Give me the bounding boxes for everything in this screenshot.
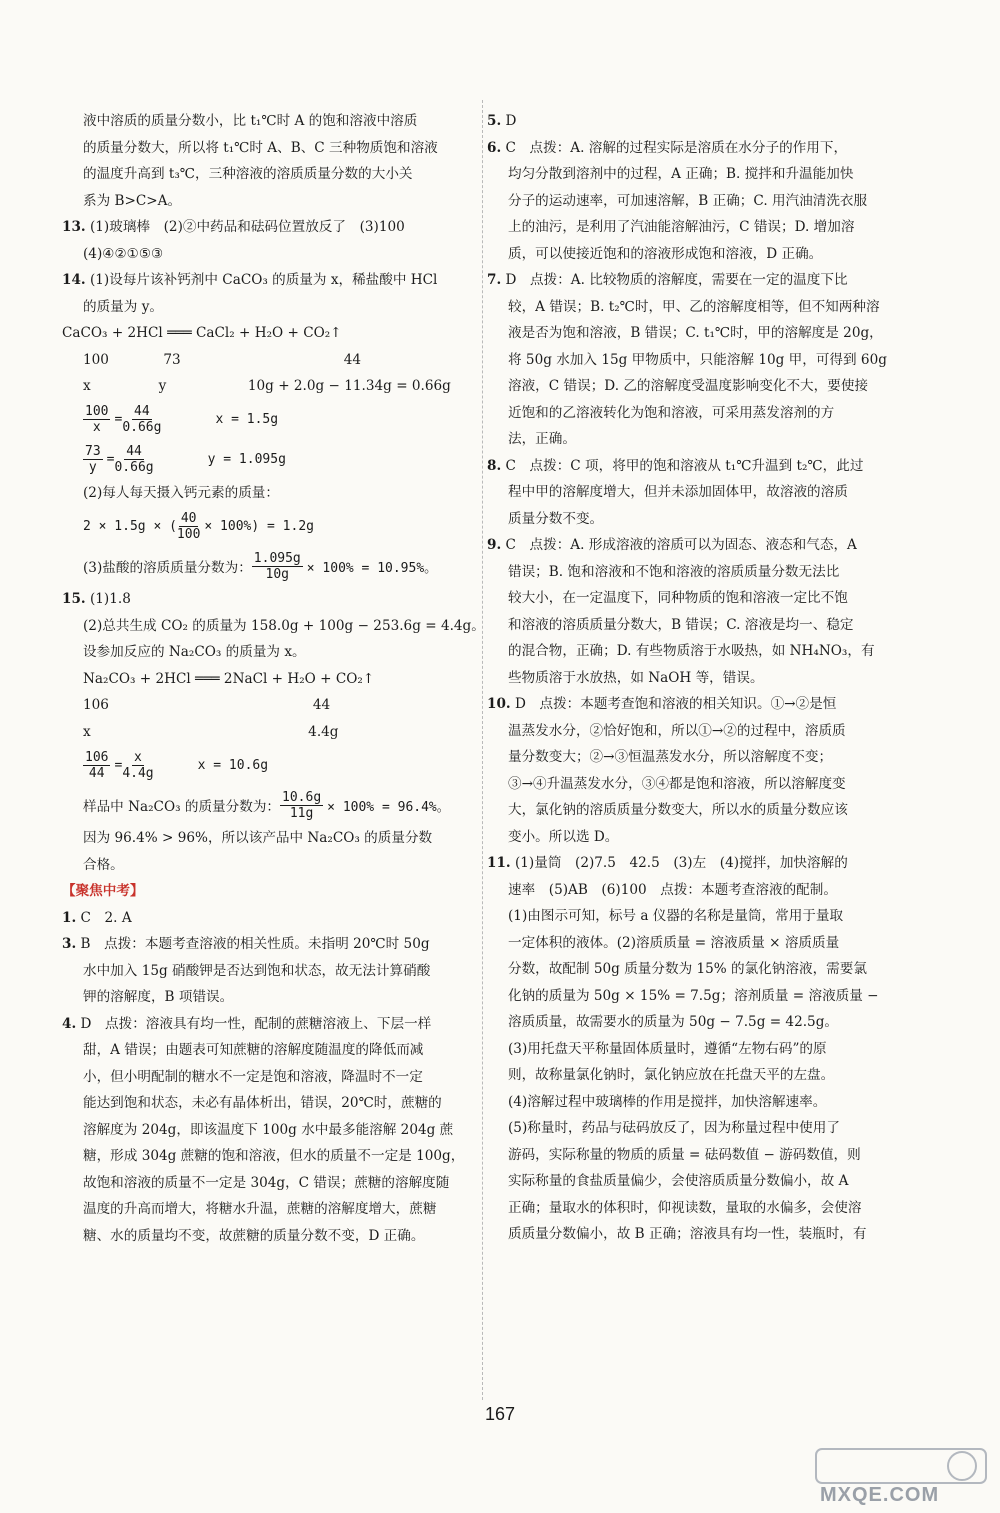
text-line — [62, 1064, 480, 1091]
text-line — [487, 135, 905, 162]
line-text: 上的油污，是利用了汽油能溶解油污，C 错误；D. 增加溶 — [508, 219, 855, 235]
frac-numerator: 73 — [85, 444, 101, 459]
line-text: 些物质溶于水放热，如 NaOH 等，错误。 — [508, 669, 764, 686]
text-line — [62, 161, 480, 188]
frac-denominator: 0.66g — [122, 420, 162, 435]
line-text: 能达到饱和状态，未必有晶体析出，错误，20℃时，蔗糖的 — [83, 1095, 442, 1111]
line-text: (2)总共生成 CO₂ 的质量为 158.0g + 100g − 253.6g = 4.4g。 — [83, 617, 485, 634]
line-text: 化钠的质量为 50g × 15% = 7.5g；溶剂质量 = 溶液质量 − — [508, 987, 879, 1004]
line-text: 合格。 — [83, 856, 124, 873]
line-text: 106 44 — [83, 697, 331, 713]
text-line — [62, 586, 480, 613]
equation-result: y = 1.095g — [207, 452, 286, 467]
text-line — [62, 931, 480, 958]
text-line — [487, 771, 905, 798]
text-line — [487, 294, 905, 321]
text-line — [62, 108, 480, 135]
text-line — [487, 347, 905, 374]
text-line — [487, 585, 905, 612]
equation-result: x = 10.6g — [197, 757, 269, 773]
line-text: (4)④②①⑤③ — [83, 245, 164, 262]
text-line — [62, 214, 480, 241]
line-text: D — [505, 113, 517, 129]
line-text: 系为 B>C>A。 — [83, 192, 182, 209]
text-line — [487, 1062, 905, 1089]
text-line — [487, 850, 905, 877]
question-number: 5. — [487, 113, 502, 129]
line-text: C 点拨：A. 溶解的过程实际是溶质在水分子的作用下， — [505, 139, 848, 156]
line-text: 温度的升高而增大，将糖水升温，蔗糖的溶解度增大，蔗糖 — [83, 1201, 437, 1217]
line-text: 量分数变大；②→③恒温蒸发水分，所以溶解度不变； — [508, 749, 833, 765]
line-text: (1)1.8 — [89, 591, 131, 607]
text-line — [62, 1143, 480, 1170]
question-number: 13. — [62, 219, 86, 235]
frac-denominator: 0.66g — [114, 460, 154, 475]
left-column — [62, 108, 485, 1249]
line-text: 实际称量的食盐质量偏少，会使溶质质量分数偏小，故 A — [508, 1173, 849, 1189]
frac-denominator: 44 — [88, 765, 105, 781]
line-text: x 4.4g — [83, 723, 339, 740]
text-line — [487, 903, 905, 930]
line-text: B 点拨：本题考查溶液的相关性质。未指明 20℃时 50g — [80, 936, 430, 952]
line-text: 糖，形成 304g 蔗糖的饱和溶液，但水的质量不一定是 100g， — [83, 1148, 465, 1164]
line-text: D 点拨：A. 比较物质的溶解度，需要在一定的温度下比 — [505, 272, 848, 288]
text-line — [487, 665, 905, 692]
line-text: 的质量分数大，所以将 t₁℃时 A、B、C 三种物质饱和溶液 — [83, 139, 438, 156]
text-line — [62, 852, 480, 879]
line-text: 的温度升高到 t₃℃，三种溶液的溶质质量分数的大小关 — [83, 166, 413, 182]
line-text: (5)称量时，药品与砝码放反了，因为称量过程中使用了 — [508, 1120, 840, 1136]
text-line — [62, 692, 480, 719]
line-text: 较大小，在一定温度下，同种物质的饱和溶液一定比不饱 — [508, 590, 848, 606]
equation-x — [62, 400, 480, 440]
text-line — [487, 718, 905, 745]
frac-denominator: x — [92, 420, 101, 435]
line-text: 错误；B. 饱和溶液和不饱和溶液的溶质质量分数无法比 — [508, 563, 840, 580]
line-text: 大，氯化钠的溶质质量分数变大，所以水的质量分数应该 — [508, 802, 848, 818]
line-text: (1)设每片该补钙剂中 CaCO₃ 的质量为 x，稀盐酸中 HCl — [89, 272, 438, 288]
line-text: D 点拨：本题考查饱和溶液的相关知识。①→②是恒 — [514, 696, 837, 712]
text-line — [62, 241, 480, 268]
frac-numerator: 44 — [134, 404, 150, 419]
text-line — [487, 214, 905, 241]
line-text: 水中加入 15g 硝酸钾是否达到饱和状态，故无法计算硝酸 — [83, 962, 431, 979]
text-line — [487, 506, 905, 533]
question-number: 15. — [62, 591, 86, 607]
line-text: 质量分数不变。 — [508, 510, 604, 527]
question-number: 9. — [487, 537, 502, 553]
calc-prefix: 2 × 1.5g × ( — [83, 518, 177, 534]
text-line — [62, 639, 480, 666]
line-text: 速率 (5)AB (6)100 点拨：本题考查溶液的配制。 — [508, 881, 837, 898]
text-line — [62, 1037, 480, 1064]
text-line — [62, 1117, 480, 1144]
text-line — [487, 161, 905, 188]
line-text: 甜，A 错误；由题表可知蔗糖的溶解度随温度的降低而减 — [83, 1042, 424, 1058]
line-text: 一定体积的液体。(2)溶质质量 = 溶液质量 × 溶质质量 — [508, 934, 840, 951]
text-line — [62, 294, 480, 321]
line-text: 的质量为 y。 — [83, 298, 163, 315]
text-line — [487, 691, 905, 718]
line-text: 因为 96.4% > 96%，所以该产品中 Na₂CO₃ 的质量分数 — [83, 830, 433, 846]
text-line — [62, 1011, 480, 1038]
frac-denominator: 4.4g — [122, 765, 154, 781]
line-text: 故饱和溶液的质量不一定是 304g，C 错误；蔗糖的溶解度随 — [83, 1174, 450, 1191]
frac-numerator: 10.6g — [282, 789, 322, 805]
text-line — [487, 267, 905, 294]
watermark-logo — [812, 1445, 992, 1509]
line-text: 的混合物，正确；D. 有些物质溶于水吸热，如 NH₄NO₃，有 — [508, 643, 875, 659]
line-text: 游码，实际称量的物质的质量 = 砝码数值 − 游码数值，则 — [508, 1146, 861, 1163]
line-text: 均匀分散到溶剂中的过程，A 正确；B. 搅拌和升温能加快 — [508, 166, 854, 182]
calc-suffix: × 100%) = 1.2g — [204, 518, 314, 534]
line-text: 质，可以使接近饱和的溶液形成饱和溶液，D 正确。 — [508, 245, 823, 262]
line-text: D 点拨：溶液具有均一性，配制的蔗糖溶液上、下层一样 — [80, 1015, 432, 1032]
frac-numerator: 1.095g — [253, 550, 301, 566]
text-line — [487, 241, 905, 268]
text-line — [62, 267, 480, 294]
line-text: ③→④升温蒸发水分，③④都是饱和溶液，所以溶解度变 — [508, 775, 846, 792]
line-text: C 点拨：C 项，将甲的饱和溶液从 t₁℃升温到 t₂℃，此过 — [505, 457, 864, 474]
line-text: CaCO₃ + 2HCl ═══ CaCl₂ + H₂O + CO₂↑ — [62, 325, 342, 341]
text-line — [487, 1009, 905, 1036]
line-text: 设参加反应的 Na₂CO₃ 的质量为 x。 — [83, 644, 306, 660]
text-line — [487, 744, 905, 771]
frac-numerator: 106 — [85, 749, 109, 765]
line-text: 溶解度为 204g，即该温度下 100g 水中最多能溶解 204g 蔗 — [83, 1121, 454, 1138]
sample-equation — [62, 785, 480, 825]
equals-sign: = — [114, 412, 123, 427]
text-line — [487, 1221, 905, 1248]
calc-suffix: × 100% = 10.95%。 — [306, 560, 438, 576]
section-heading: 【聚焦中考】 — [62, 883, 144, 899]
line-text: 则，故称量氯化钠时，氯化钠应放在托盘天平的左盘。 — [508, 1067, 835, 1083]
text-line — [62, 719, 480, 746]
question-number: 3. — [62, 936, 77, 952]
line-text: (2)每人每天摄入钙元素的质量： — [83, 484, 279, 501]
question-number: 1. — [62, 909, 77, 926]
text-line — [62, 320, 480, 347]
text-line — [487, 1142, 905, 1169]
page-number: 167 — [484, 1404, 516, 1424]
line-text: 液中溶质的质量分数小，比 t₁℃时 A 的饱和溶液中溶质 — [83, 113, 418, 129]
line-text: 糖、水的质量均不变，故蔗糖的质量分数不变，D 正确。 — [83, 1227, 425, 1244]
text-line — [487, 612, 905, 639]
text-line — [487, 479, 905, 506]
equation-result: x = 1.5g — [215, 412, 279, 427]
text-line — [62, 373, 480, 400]
text-line — [487, 188, 905, 215]
text-line — [62, 905, 480, 932]
frac-denominator: y — [88, 460, 97, 475]
text-line — [62, 613, 485, 640]
text-line — [62, 1090, 480, 1117]
line-text: 分数，故配制 50g 质量分数为 15% 的氯化钠溶液，需要氯 — [508, 961, 867, 977]
text-line — [62, 1170, 480, 1197]
line-text: 正确；量取水的体积时，仰视读数，量取的水偏多，会使溶 — [508, 1199, 862, 1216]
line-text: (1)由图示可知，标号 a 仪器的名称是量筒，常用于量取 — [508, 908, 844, 924]
text-line — [487, 426, 905, 453]
text-line — [487, 1089, 905, 1116]
equation-na2co3 — [62, 745, 480, 785]
text-line — [62, 347, 480, 374]
text-line — [487, 1036, 905, 1063]
line-text: 液是否为饱和溶液，B 错误；C. t₁℃时，甲的溶解度是 20g， — [508, 325, 883, 341]
text-line — [487, 108, 905, 135]
text-line — [487, 877, 905, 904]
line-text: 和溶液的溶质质量分数大，B 错误；C. 溶液是均一、稳定 — [508, 616, 854, 633]
frac-numerator: 100 — [85, 404, 109, 419]
question-number: 11. — [487, 855, 511, 871]
line-text: (1)量筒 (2)7.5 42.5 (3)左 (4)搅拌，加快溶解的 — [514, 855, 848, 871]
line-text: (3)用托盘天平称量固体质量时，遵循“左物右码”的原 — [508, 1040, 827, 1057]
calcium-equation — [62, 506, 480, 546]
frac-denominator: 11g — [289, 805, 314, 821]
text-line — [62, 825, 480, 852]
question-number: 7. — [487, 272, 502, 288]
line-text: C 2. A — [80, 909, 132, 926]
line-text: Na₂CO₃ + 2HCl ═══ 2NaCl + H₂O + CO₂↑ — [83, 670, 375, 687]
text-line — [487, 373, 905, 400]
text-line — [487, 1115, 905, 1142]
line-text: 法，正确。 — [508, 431, 576, 447]
line-text: 溶质质量，故需要水的质量为 50g − 7.5g = 42.5g。 — [508, 1014, 838, 1030]
text-line — [62, 1223, 480, 1250]
text-line — [487, 1195, 905, 1222]
text-line — [487, 797, 905, 824]
text-line — [487, 320, 905, 347]
line-text: x y 10g + 2.0g − 11.34g = 0.66g — [83, 378, 451, 394]
text-line — [62, 135, 480, 162]
text-line — [62, 958, 480, 985]
line-text: 变小。所以选 D。 — [508, 828, 619, 845]
question-number: 4. — [62, 1015, 77, 1032]
calc-prefix: (3)盐酸的溶质质量分数为： — [83, 560, 252, 576]
line-text: (4)溶解过程中玻璃棒的作用是搅拌，加快溶解速率。 — [508, 1093, 827, 1110]
text-line — [62, 188, 480, 215]
text-line — [487, 532, 905, 559]
text-line — [487, 638, 905, 665]
hcl-equation — [62, 546, 480, 586]
question-number: 6. — [487, 139, 502, 156]
text-line — [62, 480, 480, 507]
line-text: 温蒸发水分，②恰好饱和，所以①→②的过程中，溶质质 — [508, 722, 846, 739]
line-text: C 点拨：A. 形成溶液的溶质可以为固态、液态和气态，A — [505, 537, 857, 553]
line-text: 钾的溶解度，B 项错误。 — [83, 989, 234, 1005]
frac-denominator: 10g — [265, 566, 290, 582]
watermark-text: MXQE.COM — [820, 1484, 940, 1506]
text-line — [487, 956, 905, 983]
text-line — [487, 1168, 905, 1195]
line-text: 质质量分数偏小，故 B 正确；溶液具有均一性，装瓶时，有 — [508, 1226, 867, 1242]
text-line — [487, 453, 905, 480]
line-text: (1)玻璃棒 (2)②中药品和砝码位置放反了 (3)100 — [89, 219, 405, 235]
equation-y — [62, 440, 480, 480]
line-text: 程中甲的溶解度增大，但并未添加固体甲，故溶液的溶质 — [508, 484, 848, 500]
line-text: 溶液，C 错误；D. 乙的溶解度受温度影响变化不大，要使接 — [508, 378, 869, 394]
text-line — [487, 930, 905, 957]
text-line — [487, 824, 905, 851]
frac-numerator: x — [134, 749, 142, 765]
line-text: 较，A 错误；B. t₂℃时，甲、乙的溶解度相等，但不知两种溶 — [508, 298, 880, 315]
line-text: 近饱和的乙溶液转化为饱和溶液，可采用蒸发溶剂的方 — [508, 404, 835, 421]
text-line — [487, 983, 905, 1010]
question-number: 8. — [487, 457, 502, 474]
column-divider — [482, 100, 483, 1400]
equals-sign: = — [106, 452, 115, 467]
line-text: 分子的运动速率，可加速溶解，B 正确；C. 用汽油清洗衣服 — [508, 192, 868, 209]
line-text: 将 50g 水加入 15g 甲物质中，只能溶解 10g 甲，可得到 60g — [508, 351, 887, 368]
text-line — [62, 666, 480, 693]
text-line — [487, 559, 905, 586]
line-text: 100 73 44 — [83, 351, 362, 368]
text-line — [62, 1196, 480, 1223]
line-text: 小，但小明配制的糖水不一定是饱和溶液，降温时不一定 — [83, 1068, 423, 1085]
calc-prefix: 样品中 Na₂CO₃ 的质量分数为： — [83, 799, 281, 815]
frac-denominator: 100 — [176, 526, 201, 542]
equals-sign: = — [114, 757, 123, 773]
frac-numerator: 40 — [180, 510, 197, 526]
question-number: 10. — [487, 696, 511, 712]
text-line — [62, 984, 480, 1011]
text-line — [487, 400, 905, 427]
calc-suffix: × 100% = 96.4%。 — [327, 799, 450, 815]
question-number: 14. — [62, 272, 86, 288]
frac-numerator: 44 — [126, 444, 142, 459]
right-column — [487, 108, 905, 1248]
